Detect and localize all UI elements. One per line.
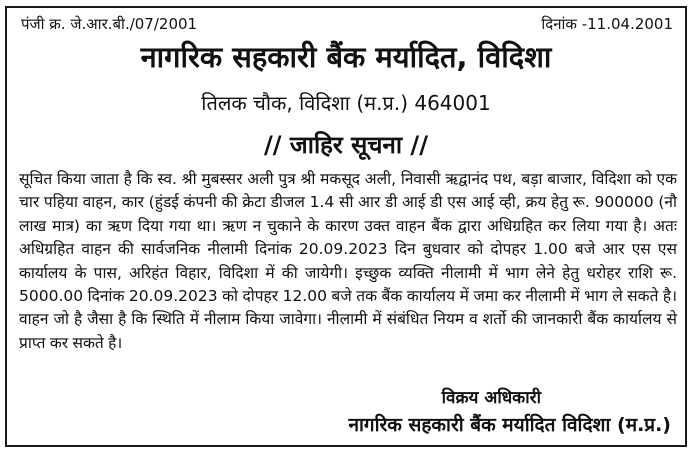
registration-number: पंजी क्र. जे.आर.बी./07/2001	[21, 15, 198, 33]
notice-heading: // जाहिर सूचना //	[264, 131, 428, 159]
public-notice	[5, 6, 687, 447]
notice-body: सूचित किया जाता है कि स्व. श्री मुबस्सर अली पुत्र श्री मकसूद अली, निवासी ऋद्वानंद पथ, बड़ा बाजार, विदिशा को एक चार पहिया वाहन, कार (हुंडई कंपनी की क्रेटा डीजल 1.4 सी आर डी आई डी एस आई व्ही, क्रय हेतु रू. 900000 (नौ लाख मात्र) का ऋण दिया गया था। ऋण न चुकाने के कारण उक्त वाहन बैंक द्वारा अधिग्रहित कर लिया गया है। अतः अधिग्रहित वाहन की सार्वजनिक नीलामी दिनांक 20.09.2023 दिन बुधवार को दोपहर 1.00 बजे आर एस एस कार्यालय के पास, अरिहंत विहार, विदिशा में की जायेगी। इच्छुक व्यक्ति नीलामी में भाग लेने हेतु धरोहर राशि रू. 5000.00 दिनांक 20.09.2023 को दोपहर 12.00 बजे तक बैंक कार्यालय में जमा कर नीलामी में भाग ले सकते है। वाहन जो है जैसा है कि स्थिति में नीलाम किया जावेगा। नीलामी में संबंधित नियम व शर्तो की जानकारी बैंक कार्यालय से प्राप्त कर सकते है।	[19, 170, 677, 352]
signature-block	[348, 385, 671, 439]
signatory-bank: नागरिक सहकारी बैंक मर्यादित विदिशा (म.प्र.)	[348, 414, 671, 436]
bank-address: तिलक चौक, विदिशा (म.प्र.) 464001	[201, 91, 491, 115]
notice-header-row	[21, 14, 673, 34]
notice-date: दिनांक -11.04.2001	[541, 15, 673, 33]
signatory-title: विक्रय अधिकारी	[441, 388, 541, 408]
bank-name-title: नागरिक सहकारी बैंक मर्यादित, विदिशा	[140, 40, 552, 74]
